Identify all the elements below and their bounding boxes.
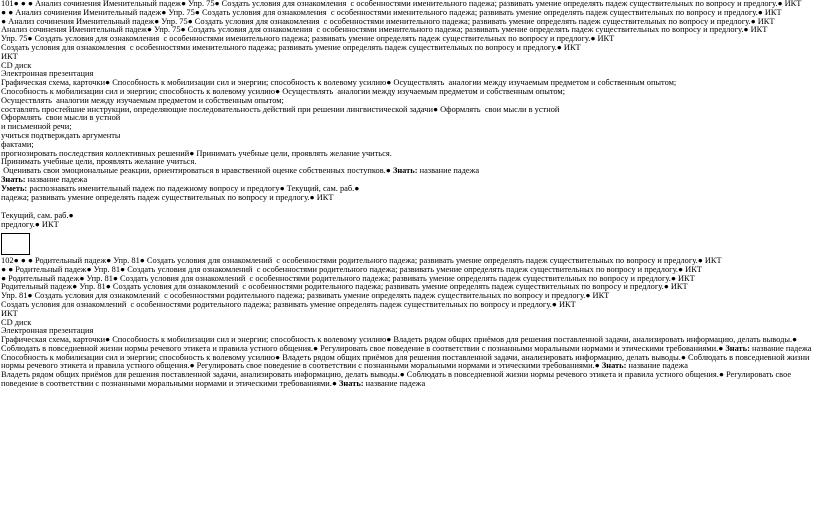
lesson-101-block [1, 0, 813, 255]
text-line [1, 371, 813, 389]
text-line: CD диск [1, 317, 32, 327]
text-line: падежа; развивать умение определять падеж существительных по вопросу и предлогу.● ИКТ [1, 192, 334, 202]
text-line [1, 167, 813, 176]
text-line: Оформлять свои мысли в устной [1, 113, 121, 123]
empty-box [1, 233, 30, 255]
text-line: Текущий, сам. раб.● [1, 211, 74, 221]
text-line [1, 354, 813, 372]
text-line: Анализ сочинения Именительный падеж● Упр. 75● Создать условия для ознакомления с особенностями именительного падежа; развивать умение определять падеж существительных по вопросу и предлогу.● ИКТ [1, 25, 768, 35]
text-line: составлять простейшие инструкции, определяющие последовательность действий при решении лингвистической задачи● Оформлять свои мысли в устной [1, 104, 560, 114]
text-run: название падежа [363, 379, 426, 389]
text-line: 102● ● ● Родительный падеж● Упр. 81● Создать условия для ознакомлений с особенностями родительного падежа; развивать умение определять падеж существительных по вопросу и предлогу.● ИКТ [1, 255, 722, 265]
text-line: фактами; [1, 139, 34, 149]
text-line: Способность к мобилизации сил и энергии; способность к волевому усилию● Осуществлять аналогии между изучаемым предметом и собственным опытом; [1, 86, 566, 96]
text-line: Электронная презентация [1, 69, 94, 79]
text-line: CD диск [1, 60, 32, 70]
text-line: Создать условия для ознакомления с особенностями именительного падежа; развивать умение определять падеж существительных по вопросу и предлогу.● ИКТ [1, 42, 581, 52]
text-line: ● Родительный падеж● Упр. 81● Создать условия для ознакомлений с особенностями родительного падежа; развивать умение определять падеж существительных по вопросу и предлогу.● ИКТ [1, 273, 695, 283]
text-run: название падежа [417, 166, 480, 176]
know-label: Знать: [725, 343, 750, 353]
text-line: Упр. 81● Создать условия для ознакомлений с особенностями родительного падежа; развивать умение определять падеж существительных по вопросу и предлогу.● ИКТ [1, 291, 610, 301]
text-line: Графическая схема, карточки● Способность к мобилизации сил и энергии; способность к волевому усилию● Осуществлять аналогии между изучаемым предметом и собственным опытом; [1, 78, 677, 88]
know-label: Знать: [338, 379, 364, 389]
text-line: Родительный падеж● Упр. 81● Создать условия для ознакомлений с особенностями родительного падежа; развивать умение определять падеж существительных по вопросу и предлогу.● ИКТ [1, 282, 688, 292]
text-run: название падежа [749, 343, 812, 353]
text-line: учиться подтверждать аргументы [1, 130, 121, 140]
lesson-102-block [1, 257, 813, 389]
text-line: Принимать учебные цели, проявлять желание учиться. [1, 157, 197, 167]
text-run: Оценивать свои эмоциональные реакции, ориентироваться в нравственной оценке собственных поступков.● [1, 166, 393, 176]
text-line: 101● ● ● Анализ сочинения Именительный падеж● Упр. 75● Создать условия для ознакомления с особенностями именительного падежа; развивать умение определять падеж существительных по вопросу и предлогу.● ИКТ [1, 0, 802, 8]
text-run: название падежа [626, 361, 689, 371]
text-run: Владеть рядом общих приёмов для решения поставленной задачи, анализировать информацию, делать выводы.● Соблюдать в повседневной жизни нормы речевого этикета и правила устного общения.● Регулировать свое поведение в соответствии с познанными моральными нормами и этическими требованиями.● [1, 370, 794, 389]
know-label: Знать: [601, 361, 627, 371]
text-run: Графическая схема, карточки● Способность к мобилизации сил и энергии; способность к волевому усилию● Владеть рядом общих приёмов для решения поставленной задачи, анализировать информацию, делать выводы.● Соблюдать в повседневной жизни нормы речевого этикета и правила устного общения.● Регулировать свое поведение в соответствии с познанными моральными нормами и этическими требованиями.● [1, 335, 800, 353]
know-label: Знать: [392, 166, 418, 176]
text-line: ИКТ [1, 308, 18, 318]
text-run: распознавать именительный падеж по падежному вопросу и предлогу● Текущий, сам. раб.● [27, 183, 360, 193]
text-line: Электронная презентация [1, 326, 94, 336]
text-run: Способность к мобилизации сил и энергии; способность к волевому усилию● Владеть рядом общих приёмов для решения поставленной задачи, анализировать информацию, делать выводы.● Соблюдать в повседневной жизни нормы речевого этикета и правила устного общения.● Регулировать свое поведение в соответствии с познанными моральными нормами и этическими требованиями.● [1, 352, 812, 371]
spacer [1, 202, 813, 212]
text-line: и письменной речи; [1, 122, 72, 132]
text-line: предлогу.● ИКТ [1, 220, 59, 230]
text-line: ИКТ [1, 51, 18, 61]
document-body [1, 0, 813, 389]
text-run: название падежа [25, 174, 88, 184]
text-line [1, 336, 813, 354]
text-line: прогнозировать последствия коллективных решений● Принимать учебные цели, проявлять желание учиться. [1, 148, 392, 158]
text-line: ● ● Родительный падеж● Упр. 81● Создать условия для ознакомлений с особенностями родительного падежа; развивать умение определять падеж существительных по вопросу и предлогу.● ИКТ [1, 264, 702, 274]
text-line: Упр. 75● Создать условия для ознакомления с особенностями именительного падежа; развивать умение определять падеж существительных по вопросу и предлогу.● ИКТ [1, 34, 615, 44]
text-line: Осуществлять аналогии между изучаемым предметом и собственным опытом; [1, 95, 284, 105]
text-line: Создать условия для ознакомлений с особенностями родительного падежа; развивать умение определять падеж существительных по вопросу и предлогу.● ИКТ [1, 299, 576, 309]
know-label: Знать: [1, 174, 26, 184]
text-line: ● Анализ сочинения Именительный падеж● Упр. 75● Создать условия для ознакомления с особенностями именительного падежа; развивать умение определять падеж существительных по вопросу и предлогу.● ИКТ [1, 16, 775, 26]
skill-label: Уметь: [1, 183, 28, 193]
text-line: ● ● Анализ сочинения Именительный падеж● Упр. 75● Создать условия для ознакомления с особенностями именительного падежа; развивать умение определять падеж существительных по вопросу и предлогу.● ИКТ [1, 7, 782, 17]
